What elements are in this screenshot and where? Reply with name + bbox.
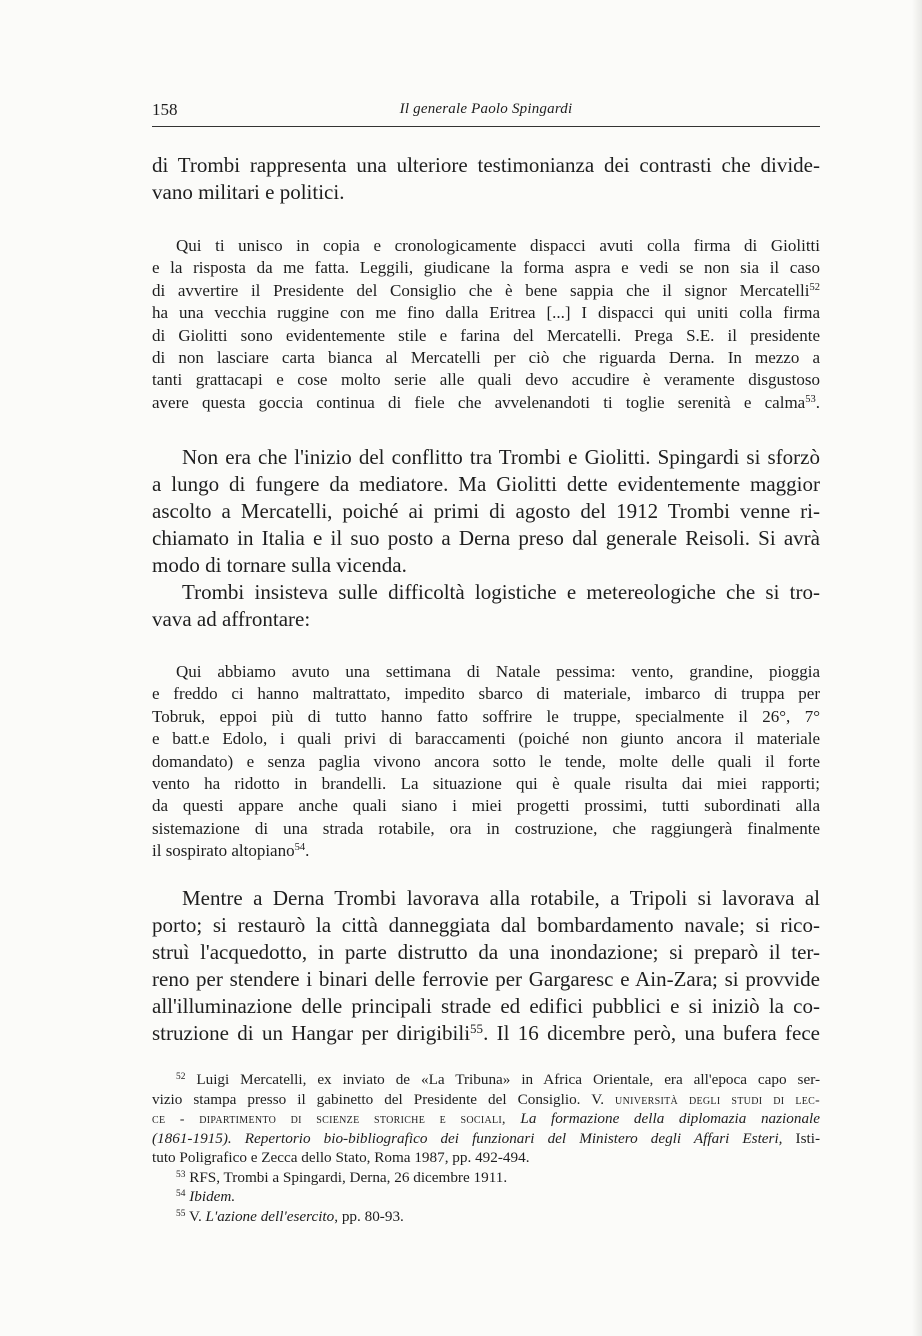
text-line: vava ad affrontare: [152, 607, 311, 631]
footnote-ref-53[interactable]: 53 [805, 394, 816, 406]
page-edge-shadow [912, 0, 922, 1336]
footnote-ref-52[interactable]: 52 [809, 282, 820, 294]
text-line: tuto Poligrafico e Zecca dello Stato, Roma 1987, pp. 492-494. [152, 1149, 530, 1166]
footnote-ref-54[interactable]: 54 [294, 842, 306, 854]
running-header [152, 100, 820, 127]
text-line: modo di tornare sulla vicenda. [152, 553, 407, 577]
text-line: Non era che l'inizio del conflitto tra Trombi e Giolitti. Spingardi si sforzò [182, 445, 820, 469]
footnote-number: 55 [176, 1208, 186, 1219]
footnote-53: $^{53}$ RFS, Trombi a Spingardi, Derna, 26 dicembre 1911. [176, 1168, 508, 1186]
page-number: 158 [152, 100, 178, 119]
text-line: domandato) e senza paglia vivono ancora sotto le tende, molte delle quali il forte [152, 751, 820, 771]
block-quote-2 [152, 661, 820, 863]
text-line: ce - dipartimento di scienze storiche e sociali, La formazione della diplomazia nazionale [152, 1110, 821, 1127]
footnote-54: $^{54}$ Ibidem. [176, 1188, 236, 1205]
text-line: il sospirato altopiano$^{54}$. [152, 841, 310, 861]
paragraph-1 [152, 152, 820, 206]
text-line: porto; si restaurò la città danneggiata dal bombardamento navale; si rico- [152, 913, 820, 937]
text-line: vano militari e politici. [152, 180, 345, 204]
text-line: chiamato in Italia e il suo posto a Derna preso dal generale Reisoli. Si avrà [152, 526, 820, 550]
paragraph-2 [152, 444, 820, 579]
footnote-number: 52 [176, 1071, 186, 1082]
text-line: e batt.e Edolo, i quali privi di baraccamenti (poiché non giunto ancora il materiale [152, 729, 820, 749]
footnote-number: 53 [176, 1169, 186, 1180]
footnote-55: $^{55}$ V. L'azione dell'esercito, pp. 80-93. [176, 1207, 404, 1225]
text-line: tanti grattacapi e cose molto serie alle quali devo accudire è veramente disgustoso [152, 370, 820, 390]
text-line: avere questa goccia continua di fiele che avvelenandoti ti toglie serenità e calma$^{53}$. [152, 392, 820, 412]
paragraph-3 [152, 579, 820, 633]
text-line: Mentre a Derna Trombi lavorava alla rotabile, a Tripoli si lavorava al [182, 886, 820, 910]
footnotes [152, 1070, 820, 1226]
footnote-52: $^{52}$ Luigi Mercatelli, ex inviato de «La Tribuna» in Africa Orientale, era all'epoca capo ser- [176, 1071, 820, 1088]
text-line: di non lasciare carta bianca al Mercatelli per ciò che riguarda Derna. In mezzo a [152, 348, 820, 368]
text-line: struì l'acquedotto, in parte distrutto da una inondazione; si preparò il ter- [152, 940, 820, 964]
text-line: di avvertire il Presidente del Consiglio che è bene sappia che il signor Mercatelli$^{52}$ [152, 280, 820, 300]
text-line: vizio stampa presso il gabinetto del Presidente del Consiglio. V. università degli studi di lec- [152, 1090, 820, 1108]
text-line: ascolto a Mercatelli, poiché ai primi di agosto del 1912 Trombi venne ri- [152, 499, 820, 523]
text-line: struzione di un Hangar per dirigibili$^{55}$. Il 16 dicembre però, una bufera fece [152, 1020, 820, 1045]
text-line: e la risposta da me fatta. Leggili, giudicane la forma aspra e vedi se non sia il caso [152, 258, 820, 278]
text-line: Trombi insisteva sulle difficoltà logistiche e metereologiche che si tro- [182, 580, 820, 604]
text-line: Tobruk, eppoi più di tutto hanno fatto soffrire le truppe, specialmente il 26°, 7° [152, 706, 820, 726]
text-line: reno per stendere i binari delle ferrovie per Gargaresc e Ain-Zara; si provvide [152, 967, 820, 991]
running-title: Il generale Paolo Spingardi [399, 101, 573, 117]
text-line: a lungo di fungere da mediatore. Ma Giolitti dette evidentemente maggior [152, 472, 820, 496]
block-quote-1 [152, 235, 820, 414]
text-line: e freddo ci hanno maltrattato, impedito sbarco di materiale, imbarco di truppa per [152, 684, 820, 704]
text-line: Qui ti unisco in copia e cronologicamente dispacci avuti colla firma di Giolitti [176, 236, 820, 255]
footnote-number: 54 [176, 1188, 186, 1199]
text-line: all'illuminazione delle principali strade ed edifici pubblici e si iniziò la co- [152, 994, 820, 1018]
text-line: ha una vecchia ruggine con me fino dalla Eritrea [...] I dispacci qui uniti colla firma [152, 303, 820, 323]
paragraph-4 [152, 885, 820, 1047]
text-line: da questi appare anche quali siano i miei progetti prossimi, tutti subordinati alla [152, 796, 820, 816]
text-line: di Giolitti sono evidentemente stile e farina del Mercatelli. Prega S.E. il presidente [152, 325, 820, 345]
text-line: Qui abbiamo avuto una settimana di Natale pessima: vento, grandine, pioggia [176, 662, 820, 681]
text-line: sistemazione di una strada rotabile, ora in costruzione, che raggiungerà finalmente [152, 818, 820, 838]
text-line: di Trombi rappresenta una ulteriore testimonianza dei contrasti che divide- [152, 153, 820, 177]
footnote-ref-55[interactable]: 55 [470, 1020, 484, 1036]
text-line: vento ha ridotto in brandelli. La situazione qui è quale risulta dai miei rapporti; [152, 774, 820, 794]
text-line: (1861-1915). Repertorio bio-bibliografico dei funzionari del Ministero degli Affari Esteri, Isti- [152, 1129, 820, 1147]
